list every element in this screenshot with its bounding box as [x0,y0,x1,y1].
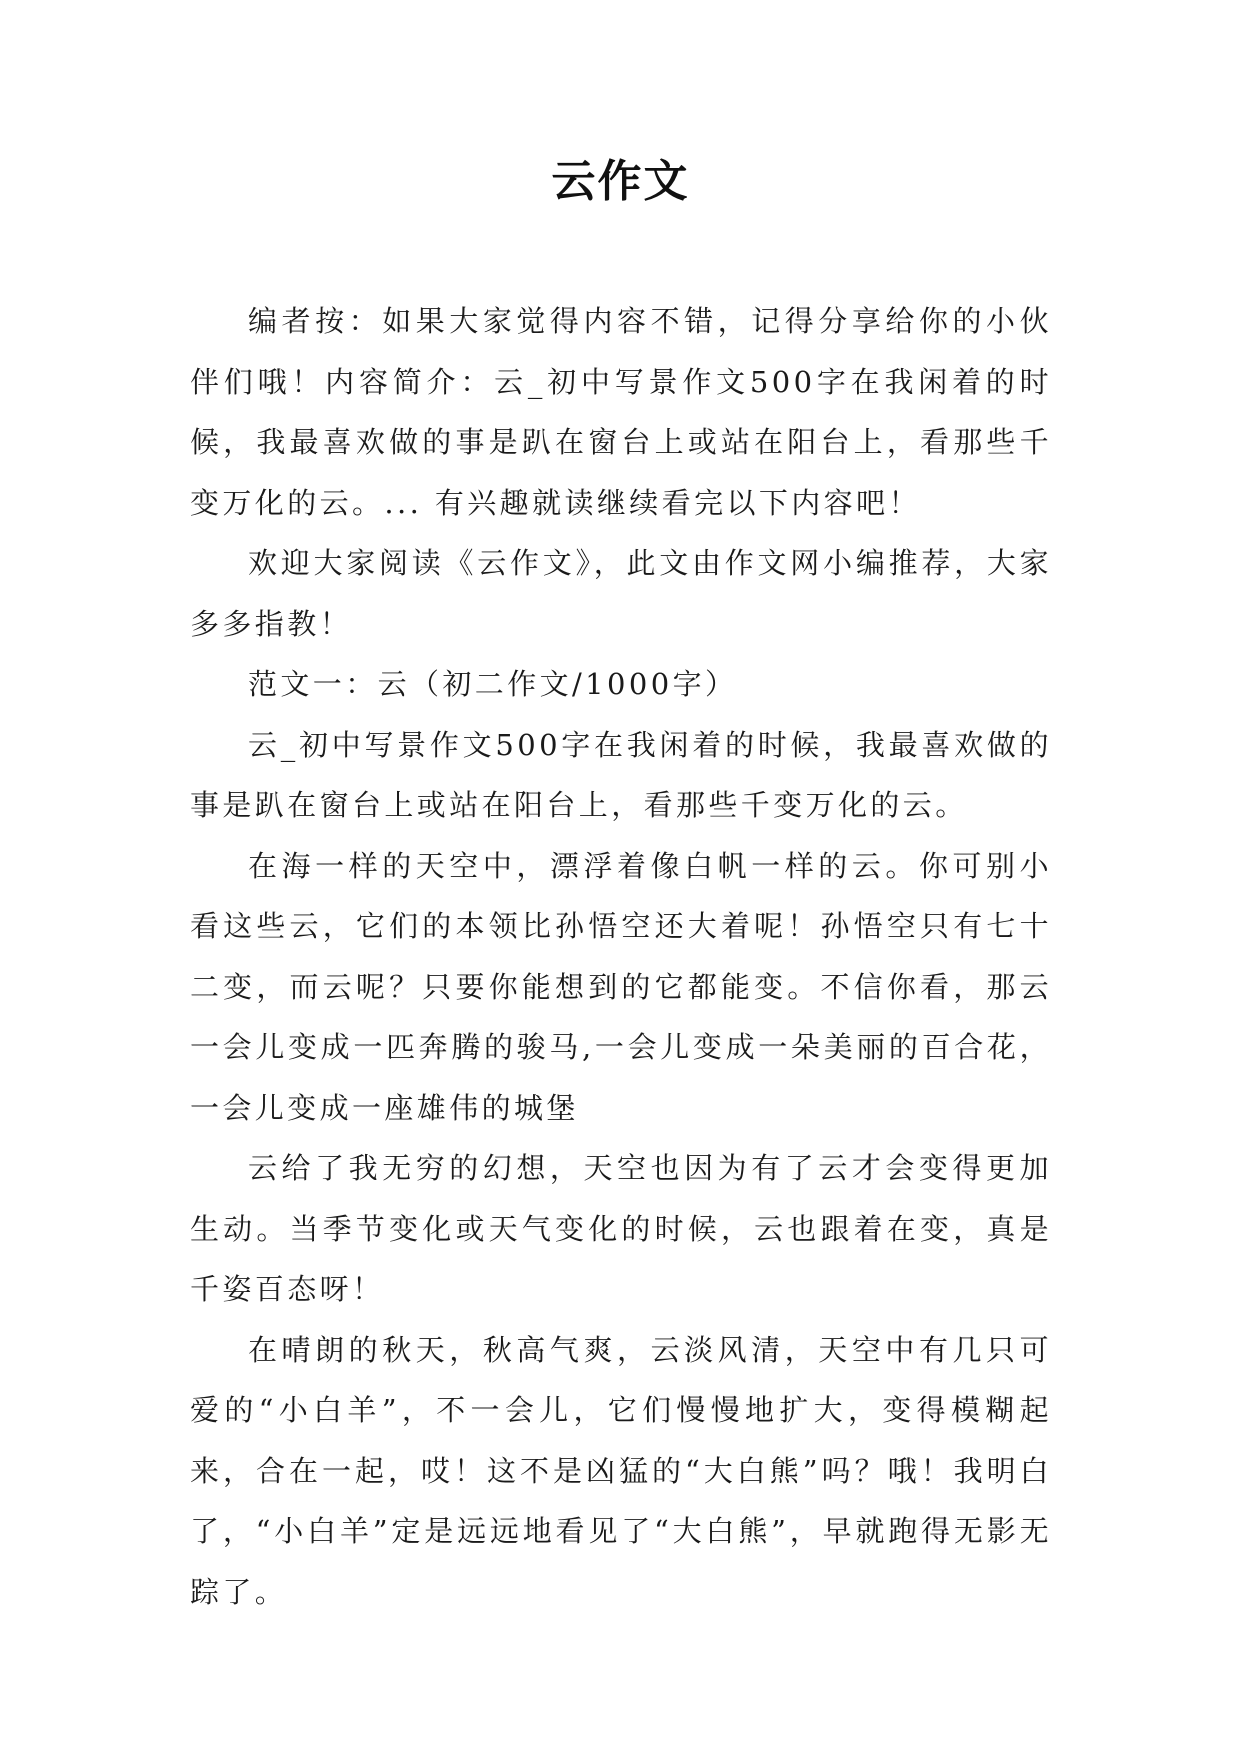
paragraph-sample-heading: 范文一：云（初二作文/1000字） [248,667,738,701]
paragraph-intro: 云_初中写景作文500字在我闲着的时候，我最喜欢做的事是趴在窗台上或站在阳台上，看那些千变万化的云。 [190,727,1052,822]
document-title: 云作文 [551,156,690,207]
paragraph-cloud-imagination: 云给了我无穷的幻想，天空也因为有了云才会变得更加生动。当季节变化或天气变化的时候，云也跟着在变，真是千姿百态呀！ [190,1151,1052,1306]
paragraph-welcome: 欢迎大家阅读《云作文》，此文由作文网小编推荐，大家多多指教！ [190,546,1052,641]
paragraph-cloud-shapes: 在海一样的天空中，漂浮着像白帆一样的云。你可别小看这些云，它们的本领比孙悟空还大着呢！孙悟空只有七十二变，而云呢？只要你能想到的它都能变。不信你看，那云一会儿变成一匹奔腾的骏马,一会儿变成一朵美丽的百合花，一会儿变成一座雄伟的城堡 [190,848,1052,1125]
paragraph-autumn-sky: 在晴朗的秋天，秋高气爽，云淡风清，天空中有几只可爱的“小白羊”，不一会儿，它们慢慢地扩大，变得模糊起来，合在一起，哎！这不是凶猛的“大白熊”吗？哦！我明白了，“小白羊”定是远远地看见了“大白熊”，早就跑得无影无踪了。 [190,1332,1052,1609]
document-body [190,291,1052,1622]
paragraph-editor-note: 编者按：如果大家觉得内容不错，记得分享给你的小伙伴们哦！内容简介：云_初中写景作文500字在我闲着的时候，我最喜欢做的事是趴在窗台上或站在阳台上，看那些千变万化的云。... 有兴趣就读继续看完以下内容吧！ [190,304,1052,520]
